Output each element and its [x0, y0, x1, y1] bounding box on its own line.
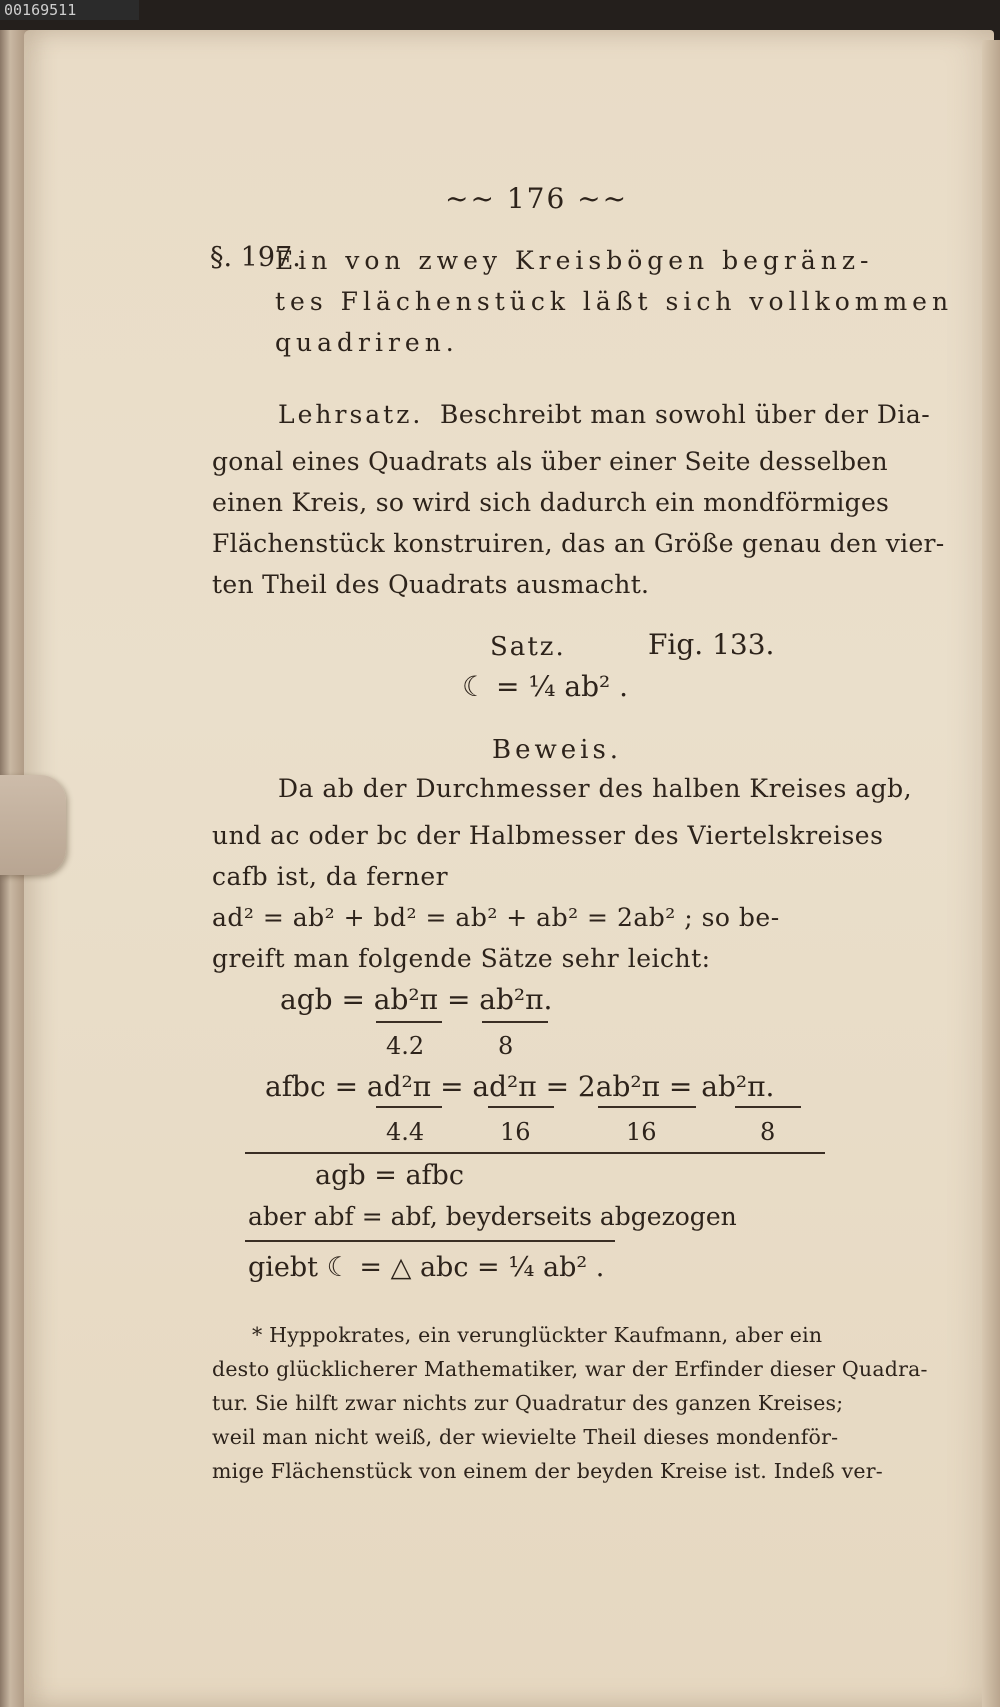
footnote-line: desto glücklicherer Mathematiker, war der Erfinder dieser Quadra-: [212, 1357, 928, 1381]
footnote-line: weil man nicht weiß, der wievielte Theil dieses mondenför-: [212, 1425, 839, 1449]
beweis-body: [212, 815, 883, 979]
fraction-bar: [482, 1021, 548, 1023]
footnote-line: tur. Sie hilft zwar nichts zur Quadratur des ganzen Kreises;: [212, 1391, 844, 1415]
fraction-bar: [488, 1106, 554, 1108]
page-number-header: ~~ 176 ~~: [445, 182, 629, 215]
lehrsatz-label: Lehrsatz.: [278, 400, 424, 429]
section-title-line: quadriren.: [275, 328, 459, 357]
figure-reference: Fig. 133.: [648, 628, 775, 661]
page-tab-marker: [0, 775, 66, 875]
denominator: 4.4: [386, 1118, 425, 1146]
lehrsatz-line: ten Theil des Quadrats ausmacht.: [212, 570, 650, 599]
denominator: 8: [760, 1118, 776, 1146]
equation-afbc: afbc = ad²π = ad²π = 2ab²π = ab²π.: [265, 1070, 775, 1103]
section-title-line: tes Flächenstück läßt sich vollkommen: [275, 287, 954, 316]
beweis-line: Da ab der Durchmesser des halben Kreises agb,: [278, 774, 913, 803]
satz-formula: ☾ = ¼ ab² .: [462, 670, 629, 703]
denominator: 16: [500, 1118, 531, 1146]
fraction-bar: [376, 1021, 442, 1023]
section-title-line: Ein von zwey Kreisbögen begränz-: [275, 246, 874, 275]
section-title: [275, 240, 953, 363]
equation-rule: [245, 1152, 825, 1154]
denominator: 4.2: [386, 1032, 425, 1060]
beweis-heading: Beweis.: [492, 735, 623, 765]
footnote-line: * Hyppokrates, ein verunglückter Kaufmann, aber ein: [252, 1323, 823, 1347]
satz-label: Satz.: [490, 632, 566, 662]
footnote: [212, 1318, 928, 1488]
lehrsatz-line: einen Kreis, so wird sich dadurch ein mondförmiges: [212, 488, 890, 517]
equation-line: giebt ☾ = △ abc = ¼ ab² .: [248, 1252, 605, 1283]
denominator: 8: [498, 1032, 514, 1060]
beweis-line: cafb ist, da ferner: [212, 862, 449, 891]
lehrsatz-body: [212, 441, 945, 605]
beweis-line: ad² = ab² + bd² = ab² + ab² = 2ab² ; so be-: [212, 903, 780, 932]
scan-id-label: 00169511: [0, 0, 139, 20]
fraction-bar: [598, 1106, 696, 1108]
lehrsatz-line: Beschreibt man sowohl über der Dia-: [440, 400, 931, 429]
beweis-line: greift man folgende Sätze sehr leicht:: [212, 944, 711, 973]
section-number: §. 197.: [210, 242, 301, 273]
lehrsatz-line: gonal eines Quadrats als über einer Seite desselben: [212, 447, 888, 476]
lehrsatz-line: Flächenstück konstruiren, das an Größe genau den vier-: [212, 529, 945, 558]
beweis-line: und ac oder bc der Halbmesser des Viertelskreises: [212, 821, 884, 850]
equation-rule: [245, 1240, 615, 1242]
denominator: 16: [626, 1118, 657, 1146]
equation-line: aber abf = abf, beyderseits abgezogen: [248, 1202, 737, 1231]
fraction-bar: [376, 1106, 442, 1108]
footnote-line: mige Flächenstück von einem der beyden Kreise ist. Indeß ver-: [212, 1459, 883, 1483]
book-right-edge: [982, 40, 1000, 1707]
fraction-bar: [735, 1106, 801, 1108]
equation-line: agb = afbc: [315, 1160, 464, 1191]
equation-agb: agb = ab²π = ab²π.: [280, 983, 553, 1016]
